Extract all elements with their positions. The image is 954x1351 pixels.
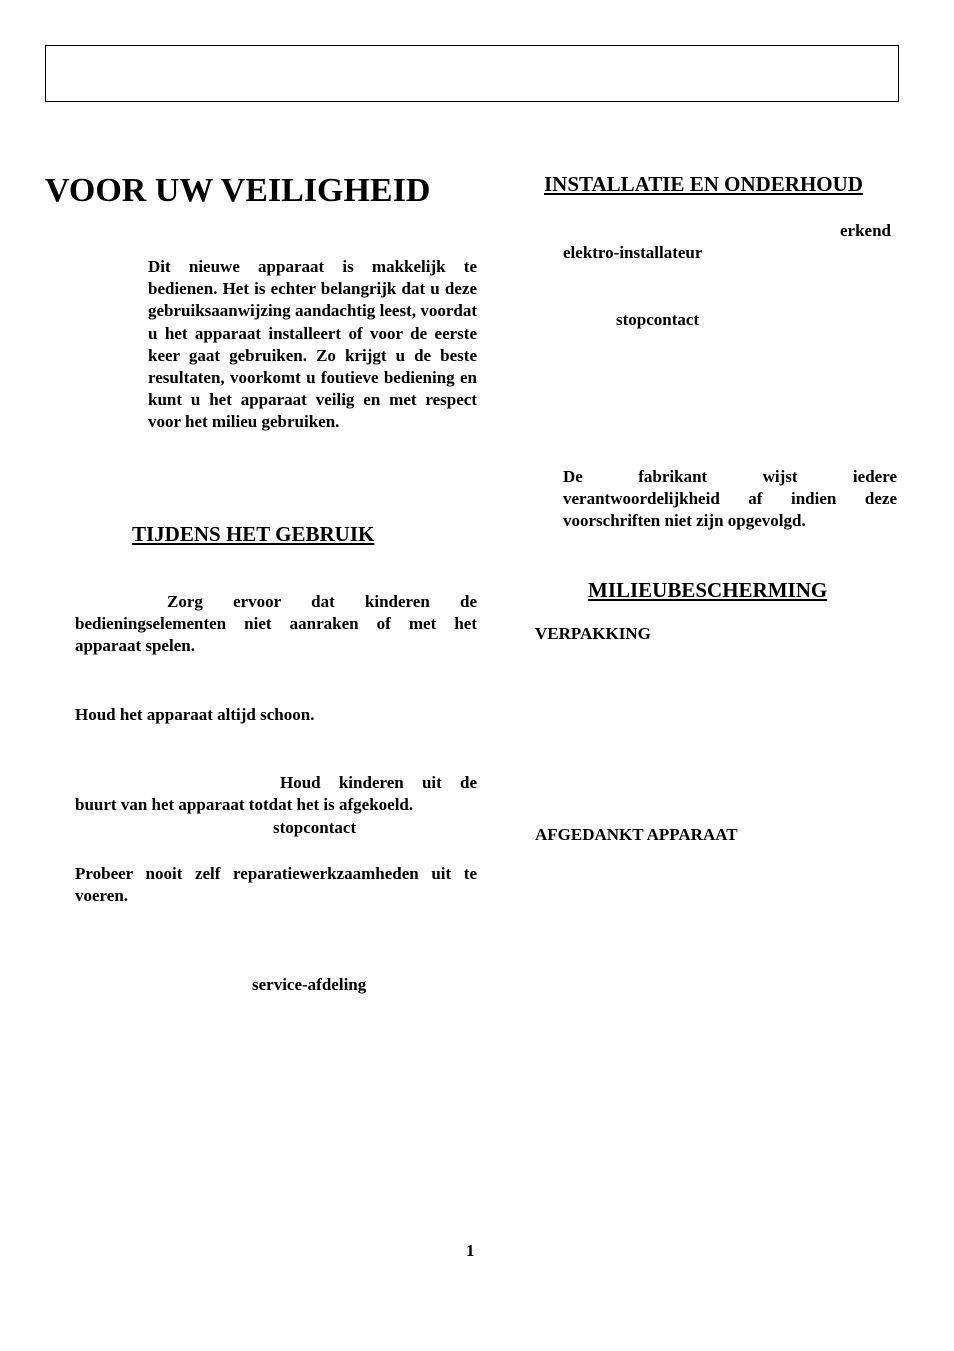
socket-word-left: stopcontact <box>273 818 357 837</box>
section-heading-environment: MILIEUBESCHERMING <box>588 578 828 602</box>
installer-word-electrician: elektro-installateur <box>563 243 703 262</box>
children-controls-paragraph: Zorg ervoor dat kinderen de bedieningselementen niet aanraken of met het apparaat spelen. <box>75 592 477 656</box>
packaging-heading: VERPAKKING <box>535 624 651 643</box>
service-word: service-afdeling <box>252 975 367 994</box>
old-appliance-heading: AFGEDANKT APPARAAT <box>535 825 738 844</box>
section-heading-installation: INSTALLATIE EN ONDERHOUD <box>544 172 863 196</box>
installer-word-erkend: erkend <box>840 221 891 240</box>
page-title: VOOR UW VEILIGHEID <box>45 172 431 209</box>
page-number: 1 <box>466 1241 475 1260</box>
section-heading-usage: TIJDENS HET GEBRUIK <box>132 522 375 546</box>
header-box <box>45 45 899 102</box>
intro-paragraph: Dit nieuwe apparaat is makkelijk te bedienen. Het is echter belangrijk dat u deze gebruiksaanwijzing aandachtig leest, voordat u het apparaat installeert of voor de eerste keer gaat gebruiken. Zo krijgt u de beste resultaten, voorkomt u foutieve bediening en kunt u het apparaat veilig en met respect voor het milieu gebruiken. <box>148 257 477 432</box>
disclaimer-paragraph: De fabrikant wijst iedere verantwoordelijkheid af indien deze voorschriften niet zijn opgevolgd. <box>563 467 897 531</box>
no-repairs-paragraph: Probeer nooit zelf reparatiewerkzaamheden uit te voeren. <box>75 864 477 906</box>
keep-children-away-paragraph: Houd kinderen uit de buurt van het apparaat totdat het is afgekoeld. <box>75 773 477 815</box>
keep-clean-text: Houd het apparaat altijd schoon. <box>75 705 315 724</box>
socket-word-right: stopcontact <box>616 310 700 329</box>
